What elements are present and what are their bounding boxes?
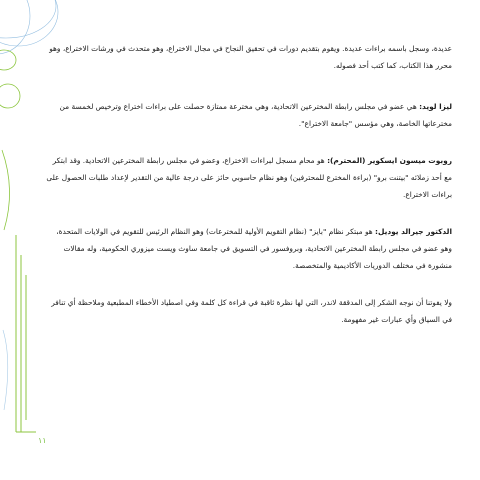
paragraph-text: هو محام مسجل لبراءات الاختراع، وعضو في مجلس رابطة المخترعين الاتحادية. وقد ابتكر مع أحد زملائه "بيتنت برو" (براءة المخترع للمحترفين) وهو نظام حاسوبي حائز على درجة عالية من التقدير لإعداد طلبات الحصول على براءات الاختراع. <box>46 156 452 199</box>
paragraph-lisa-lloyd <box>44 98 452 132</box>
paragraph-text: هي عضو في مجلس رابطة المخترعين الاتحادية، وهي مخترعة ممتازة حصلت على براءات اختراع وترخيص لخمسة من مخترعاتها الخاصة، وهي مؤسس "جامعة الاختراع". <box>59 102 452 128</box>
paragraph-robert-mason <box>44 152 452 203</box>
text-body <box>44 40 452 348</box>
margin-lines <box>16 235 36 432</box>
paragraph-intro-continuation <box>44 40 452 74</box>
paragraph-gerald-udell <box>44 223 452 274</box>
paragraph-acknowledgement <box>44 294 452 328</box>
person-name: الدكتور جيرالد يوديل: <box>375 227 452 236</box>
person-name: ليزا لويد: <box>419 102 452 111</box>
paragraph-text: عديدة، وسجل باسمه براءات عديدة. ويقوم بتقديم دورات في تحقيق النجاح في مجال الاختراع، وهو متحدث في ورشات الاختراع، وهو محرر هذا الكتاب، كما كتب أحد فصوله. <box>49 44 452 70</box>
paragraph-text: هو مبتكر نظام "بايز" (نظام التقويم الأولية للمخترعات) وهو النظام الرئيس للتقويم في الولايات المتحدة، وهو عضو في مجلس رابطة المخترعين الاتحادية، وبروفسور في التسويق في جامعة ساوث ويست ميزوري الحكومية، وله مقالات منشورة في مختلف الدوريات الأكاديمية والمتخصصة. <box>56 227 452 270</box>
person-name: روبوت ميسون ايسكوير (المحترم): <box>327 156 452 165</box>
paragraph-text: ولا يفوتنا أن نوجه الشكر إلى المدققة لاندر، التي لها نظرة ثاقبة في قراءة كل كلمة وفي اصطياد الأخطاء المطبعية وملاحظة أي تنافر في السياق وأي عبارات غير مفهومة. <box>51 298 452 324</box>
page-number: ١١ <box>38 436 47 445</box>
